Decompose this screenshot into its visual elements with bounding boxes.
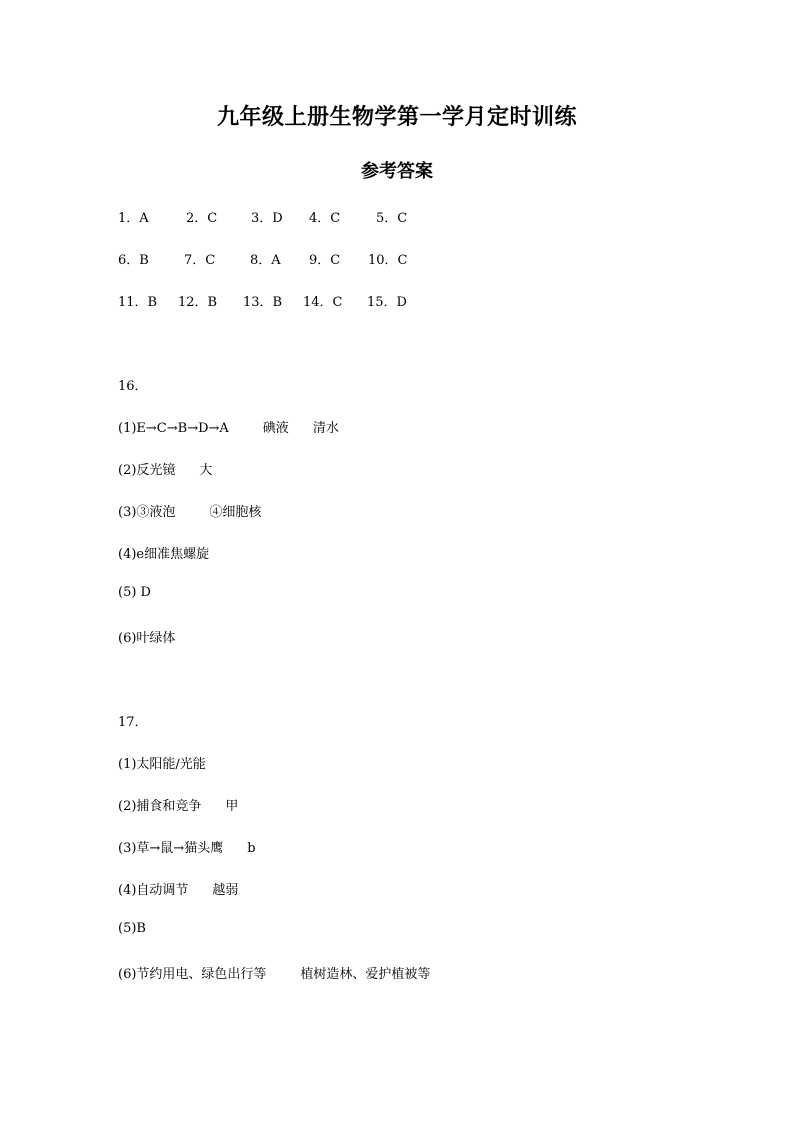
answer-part: (1)太阳能/光能 (118, 757, 206, 772)
answer-part: (3)草→鼠→猫头鹰 (118, 841, 224, 856)
mc-answer: 15．D (367, 295, 407, 310)
mc-answer: 14．C (303, 295, 343, 310)
q17-answer-3 (118, 837, 256, 857)
q16-answer-5 (118, 585, 151, 605)
mc-answer: 9．C (309, 253, 341, 268)
answer-part: (4)e细准焦螺旋 (118, 547, 210, 562)
answer-part: 越弱 (212, 883, 239, 898)
document-title: 九年级上册生物学第一学月定时训练 (216, 104, 577, 130)
answer-part: 清水 (312, 421, 339, 436)
answer-part: 碘液 (262, 421, 289, 436)
answer-part: 甲 (225, 799, 239, 814)
mc-answer: 5．C (376, 211, 408, 226)
answer-part: 大 (199, 463, 213, 478)
answer-part: b (247, 841, 256, 856)
document-subtitle: 参考答案 (361, 161, 433, 182)
question-16-number: 16． (118, 379, 148, 394)
answer-part: (6)叶绿体 (118, 631, 176, 646)
q16-answer-4 (118, 543, 209, 563)
q17-answer-5 (118, 921, 146, 941)
question-17-number: 17． (118, 715, 148, 730)
mc-answer: 7．C (184, 253, 216, 268)
q16-answer-3 (118, 501, 261, 521)
mc-answer: 8．A (250, 253, 281, 268)
mc-answer: 11．B (118, 295, 158, 310)
mc-answer: 3．D (251, 211, 283, 226)
q16-answer-2 (118, 459, 212, 479)
answer-part: (6)节约用电、绿色出行等 (118, 967, 267, 982)
mc-answer: 12．B (178, 295, 218, 310)
mc-answer: 10．C (368, 253, 408, 268)
answer-part: ④细胞核 (209, 505, 262, 520)
q16-answer-1 (118, 417, 339, 437)
answer-part: (5) D (118, 585, 151, 600)
answer-part: (5)B (118, 921, 146, 936)
mc-answer: 2．C (186, 211, 218, 226)
mc-answer: 13．B (243, 295, 283, 310)
mc-answer: 6．B (118, 253, 149, 268)
q17-answer-6 (118, 963, 430, 983)
mc-answer: 1．A (118, 211, 149, 226)
q17-answer-1 (118, 753, 206, 773)
answer-part: (3)③液泡 (118, 505, 176, 520)
q16-answer-6 (118, 627, 175, 647)
q17-answer-2 (118, 795, 238, 815)
mc-answer: 4．C (309, 211, 341, 226)
answer-part: (2)捕食和竞争 (118, 799, 202, 814)
answer-part: (4)自动调节 (118, 883, 189, 898)
q17-answer-4 (118, 879, 238, 899)
answer-part: (1)E→C→B→D→A (118, 421, 229, 436)
answer-part: (2)反光镜 (118, 463, 176, 478)
answer-part: 植树造林、爱护植被等 (300, 967, 431, 982)
